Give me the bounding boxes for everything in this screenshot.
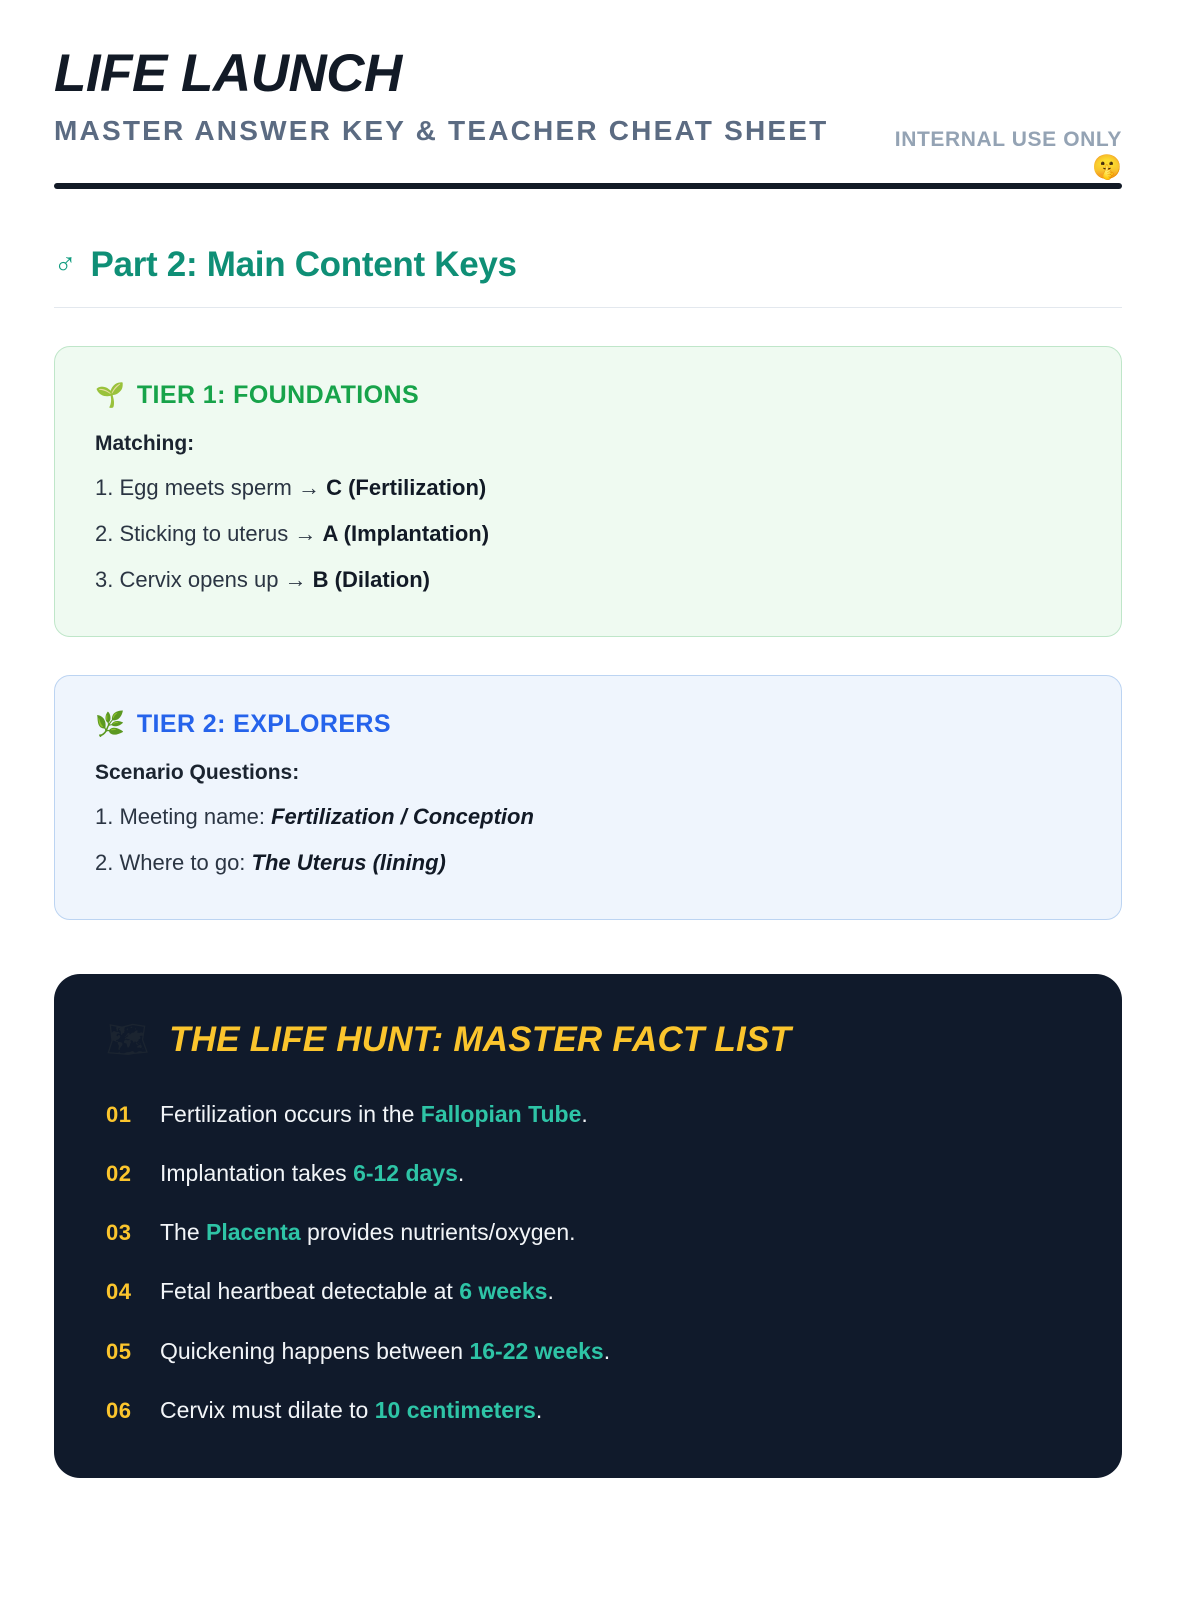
fact-text-pre: Fertilization occurs in the — [160, 1100, 421, 1127]
shush-face-icon: 🤫 — [1092, 154, 1122, 181]
fact-text-post: . — [581, 1100, 588, 1127]
list-item — [106, 1275, 1070, 1307]
page-subtitle: MASTER ANSWER KEY & TEACHER CHEAT SHEET — [54, 114, 829, 146]
tier-2-label: TIER 2: EXPLORERS — [136, 710, 391, 739]
list-item — [95, 518, 1081, 550]
list-item — [106, 1098, 1070, 1130]
list-item — [95, 801, 1081, 833]
fact-text-post: . — [547, 1278, 554, 1305]
list-item — [95, 472, 1081, 504]
fact-text — [160, 1098, 588, 1130]
fact-number: 01 — [106, 1101, 132, 1127]
fact-text — [160, 1157, 464, 1189]
list-item — [106, 1394, 1070, 1426]
fact-text-pre: The — [160, 1219, 207, 1246]
list-item — [106, 1216, 1070, 1248]
fact-text — [160, 1275, 554, 1307]
mars-symbol-icon: ♂ — [54, 248, 77, 282]
internal-use-label: INTERNAL USE ONLY — [894, 128, 1122, 151]
fact-highlight: Fallopian Tube — [420, 1100, 582, 1127]
fact-highlight: Placenta — [206, 1219, 301, 1246]
scenario-answer: Fertilization / Conception — [271, 804, 534, 830]
fact-list-title: THE LIFE HUNT: MASTER FACT LIST — [169, 1019, 792, 1059]
fact-text-post: . — [457, 1160, 465, 1187]
scenario-answer: The Uterus (lining) — [251, 850, 446, 875]
list-item — [95, 847, 1081, 879]
tier-1-block-label: Matching: — [95, 432, 195, 456]
list-item — [95, 564, 1081, 596]
list-item — [106, 1335, 1070, 1367]
header-divider — [54, 183, 1122, 189]
scenario-prompt: 2. Where to go: — [95, 850, 246, 875]
tier-2-card — [54, 675, 1122, 920]
fact-text — [160, 1216, 576, 1248]
fact-text-post: provides nutrients/oxygen. — [300, 1219, 576, 1246]
map-icon: 🗺 — [106, 1020, 150, 1059]
page-title: LIFE LAUNCH — [54, 44, 402, 103]
fact-text — [160, 1335, 610, 1367]
scenario-prompt: 1. Meeting name: — [95, 804, 265, 830]
fact-number: 02 — [106, 1161, 132, 1187]
tier-1-label: TIER 1: FOUNDATIONS — [136, 381, 420, 410]
seedling-icon: 🌱 — [95, 381, 125, 409]
fact-list-header — [106, 1020, 1070, 1060]
fact-text-pre: Quickening happens between — [160, 1337, 470, 1364]
herb-leaf-icon: 🌿 — [95, 710, 125, 738]
section-header-part-2 — [54, 245, 1122, 308]
matching-answer: A (Implantation) — [322, 521, 490, 547]
tier-1-header — [95, 381, 1081, 410]
tier-2-header — [95, 710, 1081, 739]
internal-use-badge — [802, 128, 1122, 180]
document-header — [54, 46, 1122, 199]
fact-highlight: 16-22 weeks — [469, 1337, 604, 1364]
fact-text-post: . — [535, 1396, 543, 1423]
fact-text-pre: Fetal heartbeat detectable at — [160, 1278, 460, 1305]
matching-answer: C (Fertilization) — [326, 475, 487, 501]
matching-prompt: 2. Sticking to uterus → — [95, 521, 317, 547]
fact-text-pre: Cervix must dilate to — [160, 1396, 375, 1423]
fact-highlight: 6-12 days — [353, 1160, 458, 1187]
fact-number: 04 — [106, 1279, 132, 1305]
tier-1-card — [54, 346, 1122, 637]
fact-highlight: 6 weeks — [459, 1278, 548, 1305]
fact-text — [160, 1394, 542, 1426]
matching-answer: B (Dilation) — [312, 567, 430, 593]
fact-number: 05 — [106, 1338, 132, 1364]
matching-prompt: 3. Cervix opens up → — [95, 567, 307, 593]
fact-text-post: . — [603, 1337, 611, 1364]
fact-number: 06 — [106, 1397, 132, 1423]
section-title: Part 2: Main Content Keys — [90, 245, 517, 285]
fact-highlight: 10 centimeters — [374, 1396, 536, 1423]
fact-number: 03 — [106, 1220, 132, 1246]
matching-prompt: 1. Egg meets sperm → — [95, 475, 320, 501]
tier-2-block-label: Scenario Questions: — [95, 761, 300, 785]
master-fact-list-panel — [54, 974, 1122, 1478]
fact-text-pre: Implantation takes — [160, 1160, 354, 1187]
list-item — [106, 1157, 1070, 1189]
